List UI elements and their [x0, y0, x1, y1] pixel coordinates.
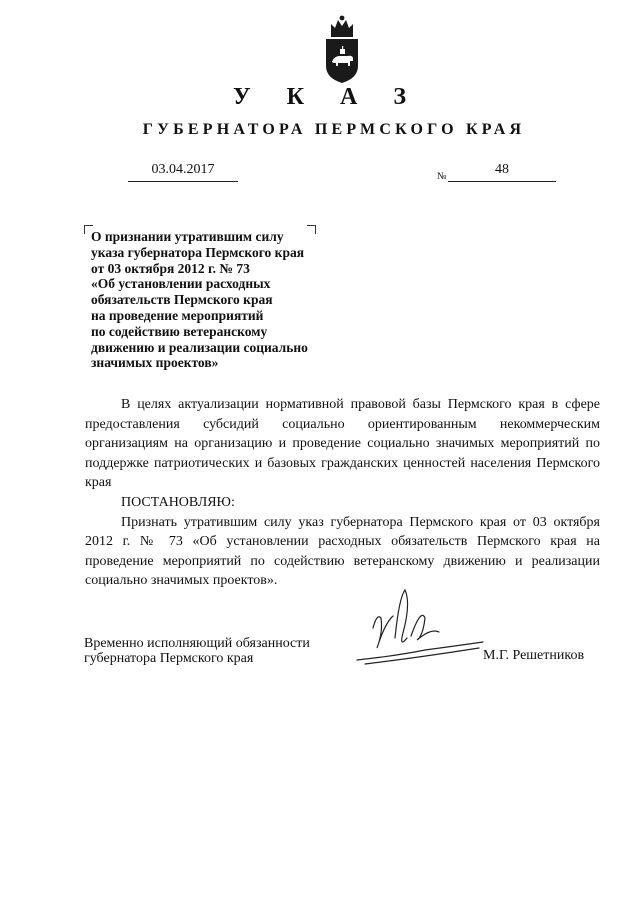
handwritten-signature: [355, 588, 485, 668]
heading-line: по содействию ветеранскому: [91, 323, 268, 339]
heading-line: О признании утратившим силу: [91, 229, 284, 244]
document-title: У К А З: [232, 84, 421, 110]
heading-line: «Об установлении расходных: [91, 276, 271, 292]
heading-line: на проведение мероприятий: [91, 307, 264, 323]
coat-of-arms-icon: [322, 12, 362, 84]
body-paragraph-preamble: В целях актуализации нормативной правовой базы Пермского края в сфере предоставления субсидий социально ориентированным некоммерческим организациям на организацию и проведение социально значимых мероприятий по поддержке патриотических и базовых гражданских ценностей населения Пермского края: [85, 397, 600, 491]
signatory-name: М.Г. Решетников: [483, 648, 585, 663]
body-paragraph-decision: Признать утратившим силу указ губернатора Пермского края от 03 октября 2012 г. № 73 «Об установлении расходных обязательств Пермского края на проведение мероприятий по содействию ветеранскому движению и реализации социально значимых проектов».: [85, 514, 600, 589]
document-date: 03.04.2017: [128, 162, 238, 182]
heading-line: значимых проектов»: [91, 355, 219, 371]
heading-line: указа губернатора Пермского края: [91, 244, 305, 260]
signatory-position: [84, 636, 310, 666]
heading-line: от 03 октября 2012 г. № 73: [91, 260, 250, 276]
document-subtitle: ГУБЕРНАТОРА ПЕРМСКОГО КРАЯ: [142, 121, 526, 138]
signatory-position-line: губернатора Пермского края: [84, 651, 254, 666]
document-number: 48: [448, 162, 556, 182]
heading-line: обязательств Пермского края: [91, 292, 273, 308]
number-label: №: [437, 171, 447, 182]
document-heading: [91, 229, 351, 371]
heading-line: движению и реализации социально: [91, 339, 308, 355]
document-body: [85, 395, 600, 591]
decree-word: ПОСТАНОВЛЯЮ:: [121, 494, 235, 510]
signatory-position-line: Временно исполняющий обязанности: [84, 636, 310, 651]
